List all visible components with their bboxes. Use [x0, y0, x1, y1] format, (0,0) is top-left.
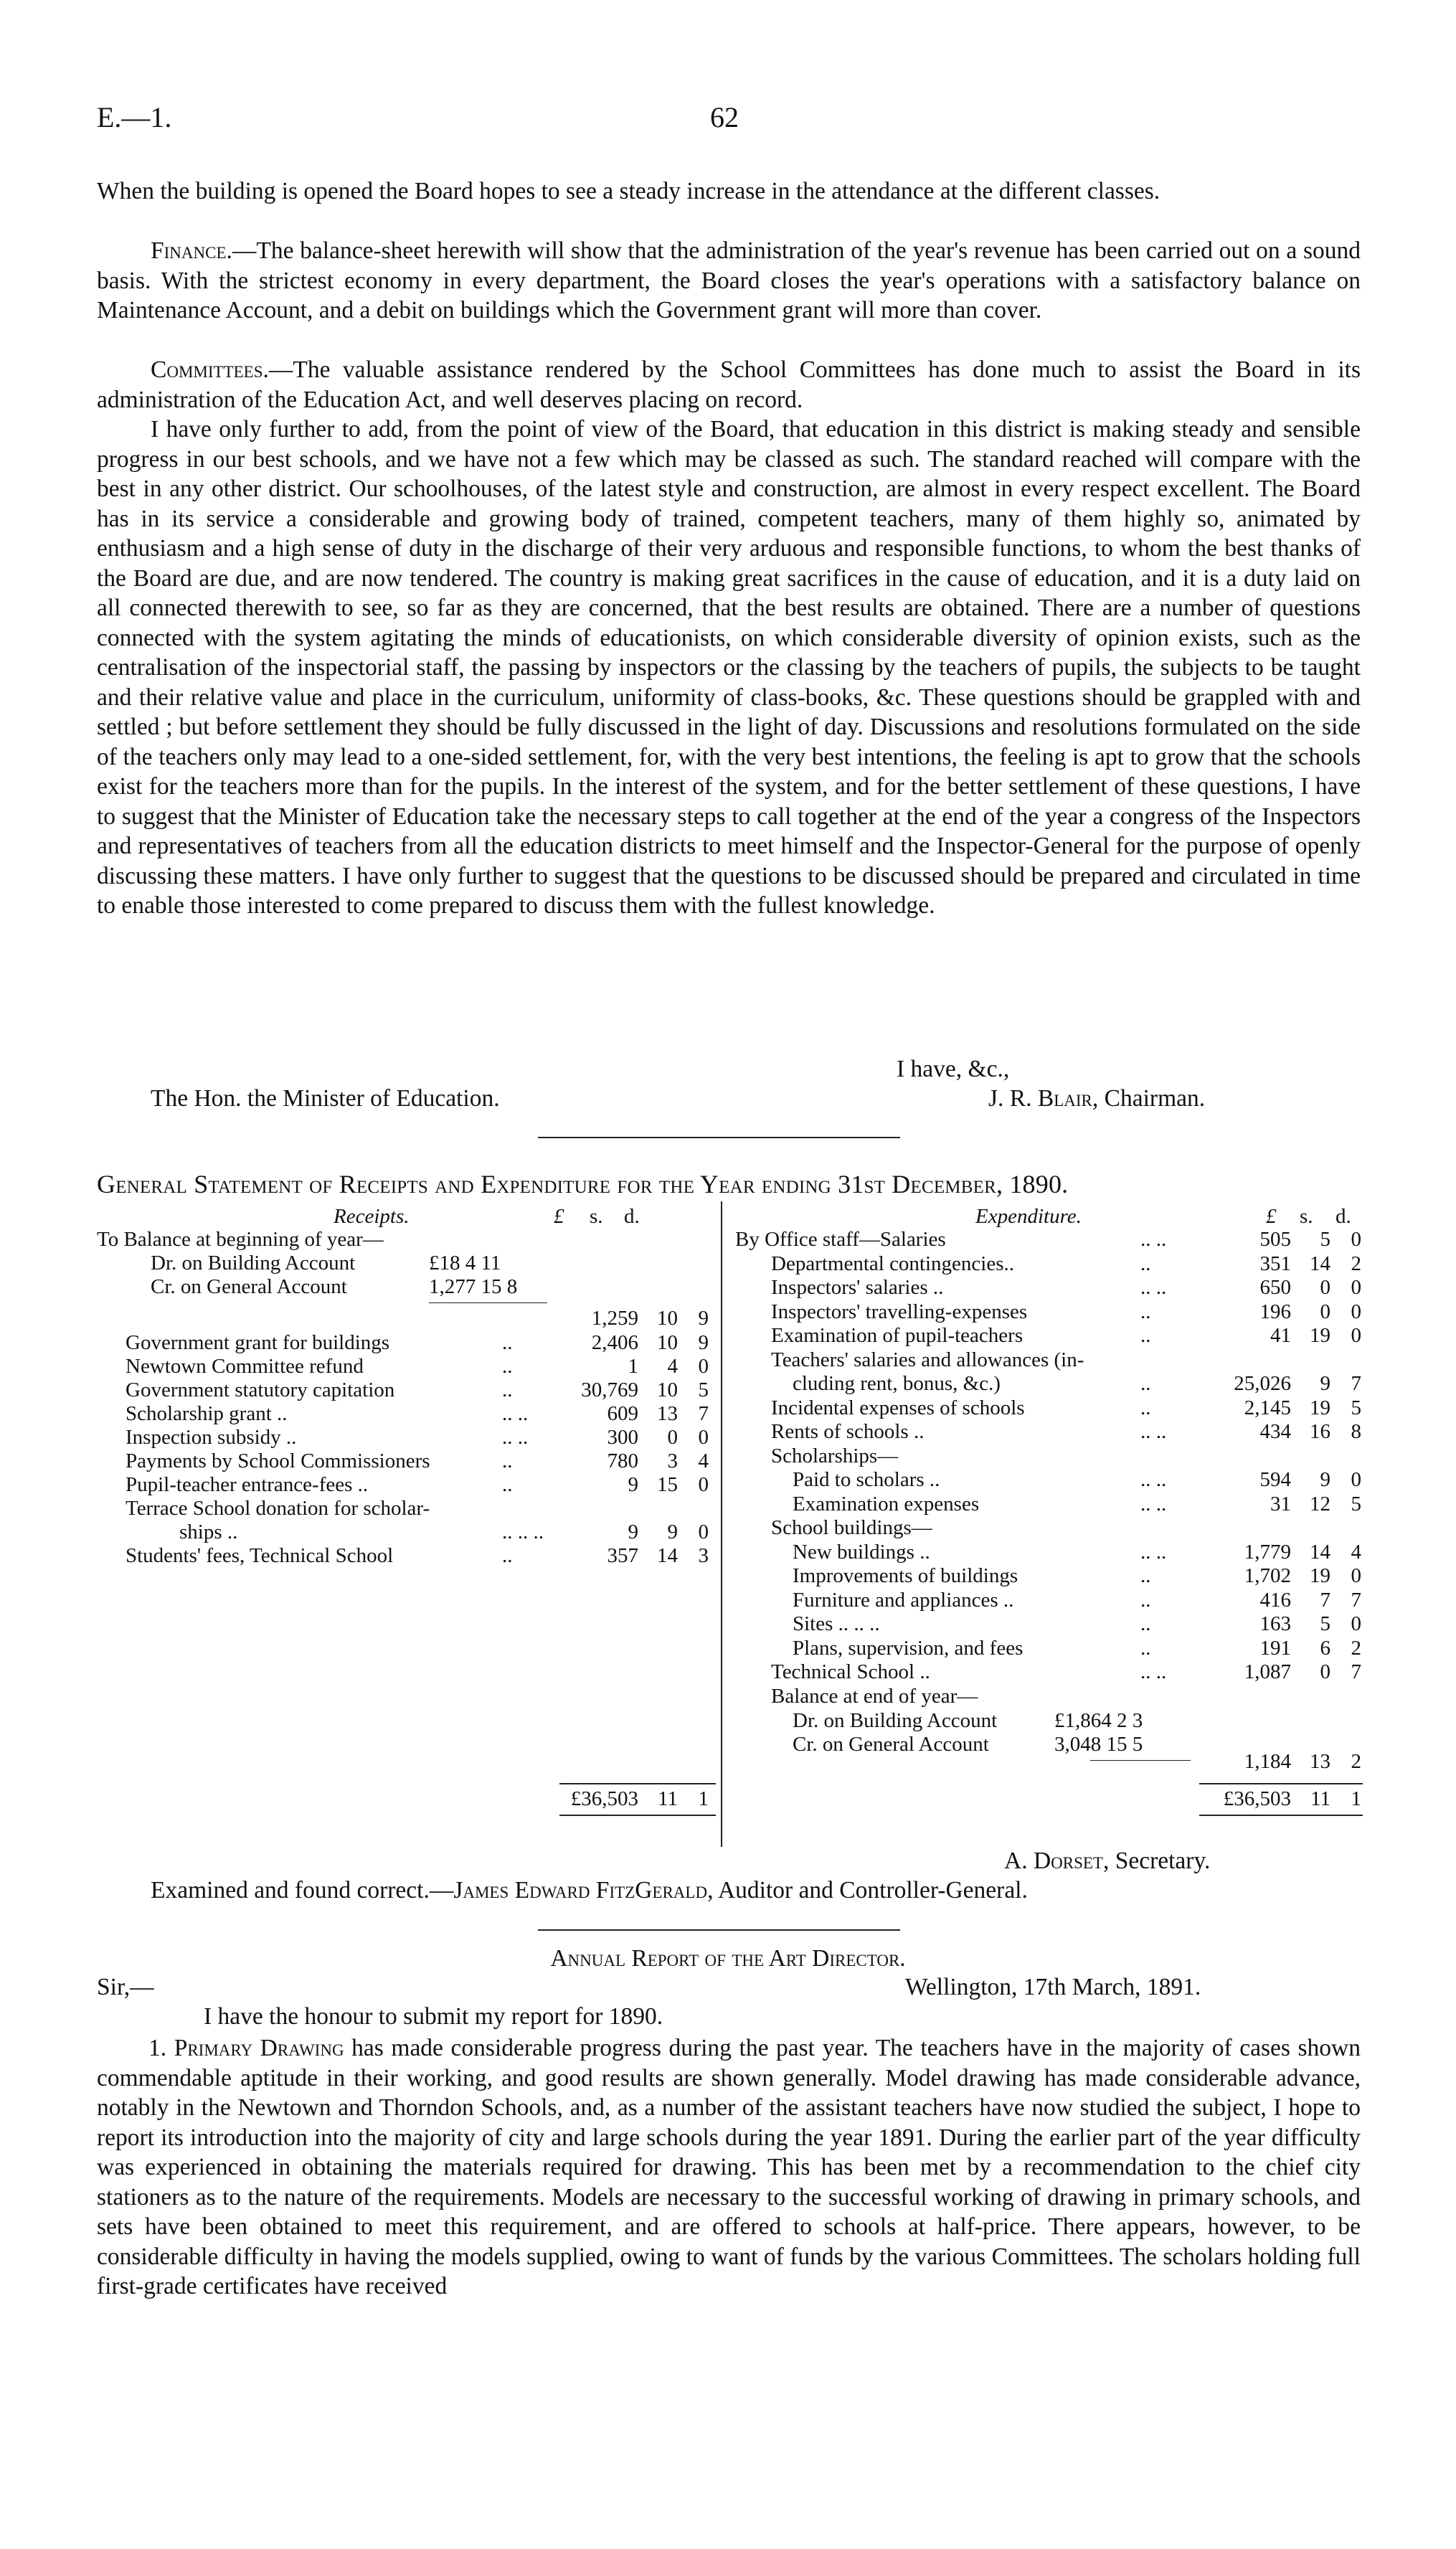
receipt-label: Scholarship grant .. [126, 1402, 288, 1425]
expenditure-label: Scholarships— [771, 1444, 899, 1467]
place-date: Wellington, 17th March, 1891. [905, 1974, 1201, 2000]
expenditure-label: Improvements of buildings [793, 1564, 1018, 1587]
expenditure-label: Incidental expenses of schools [771, 1396, 1025, 1419]
expenditure-pence: 8 [1351, 1420, 1361, 1443]
expenditure-total-shillings: 11 [1310, 1787, 1330, 1810]
expenditure-label: Technical School .. [771, 1660, 930, 1683]
receipt-pence: 0 [698, 1521, 709, 1543]
expenditure-label: Sites .. .. .. [793, 1612, 880, 1635]
expenditure-leader-dots: .. .. [1140, 1468, 1167, 1491]
expenditure-pounds: 1,087 [1244, 1660, 1291, 1683]
receipt-label: ships .. [179, 1521, 238, 1543]
receipts-balance-label: To Balance at beginning of year— [97, 1228, 384, 1251]
expenditure-pence: 0 [1351, 1564, 1361, 1587]
receipts-total-pence: 1 [698, 1787, 709, 1810]
expenditure-label: Furniture and appliances .. [793, 1589, 1014, 1612]
receipt-shillings: 15 [657, 1473, 678, 1496]
receipts-balance-pounds: 1,259 [591, 1307, 638, 1330]
expenditure-label: School buildings— [771, 1516, 932, 1539]
expenditure-shillings: 0 [1320, 1276, 1330, 1299]
paragraph-intro: When the building is opened the Board hopes to see a steady increase in the attendance at the different classes. [97, 178, 1160, 204]
art-paragraph-1 [97, 2033, 1361, 2302]
expenditure-shillings: 0 [1320, 1300, 1330, 1323]
committees-text: —The valuable assistance rendered by the School Committees has done much to assist the Board in its administration of the Education Act, and well deserves placing on record. [97, 356, 1361, 413]
expenditure-dr-label: Dr. on Building Account [793, 1709, 998, 1732]
expenditure-pounds: 650 [1259, 1276, 1291, 1299]
expenditure-leader-dots: .. [1140, 1589, 1151, 1612]
expenditure-pence: 0 [1351, 1324, 1361, 1347]
expenditure-pounds: 41 [1270, 1324, 1291, 1347]
expenditure-leader-dots: .. .. [1140, 1660, 1167, 1683]
document-reference: E.—1. [97, 101, 172, 133]
expenditure-shillings: 19 [1310, 1564, 1330, 1587]
expenditure-shillings: 6 [1320, 1637, 1330, 1660]
expenditure-shillings: 12 [1310, 1493, 1330, 1515]
expenditure-label: Departmental contingencies.. [771, 1252, 1015, 1275]
receipt-shillings: 4 [667, 1355, 678, 1378]
receipt-leader-dots: .. [502, 1331, 513, 1354]
receipt-label: Pupil-teacher entrance-fees .. [126, 1473, 369, 1496]
expenditure-pounds: 434 [1259, 1420, 1291, 1443]
receipt-pence: 0 [698, 1426, 709, 1449]
expenditure-pounds: 191 [1259, 1637, 1291, 1660]
expenditure-total-pence: 1 [1351, 1787, 1361, 1810]
receipt-leader-dots: .. [502, 1544, 513, 1567]
receipt-pounds: 300 [607, 1426, 638, 1449]
receipts-subrule [429, 1302, 547, 1303]
secretary-name: A. Dorset [1004, 1848, 1103, 1874]
receipt-leader-dots: .. [502, 1355, 513, 1378]
receipts-total-underline [559, 1815, 716, 1816]
receipt-pounds: 1 [628, 1355, 638, 1378]
art-report-title: Annual Report of the Art Director. [550, 1945, 906, 1972]
expenditure-pounds: 25,026 [1234, 1372, 1291, 1395]
expenditure-leader-dots: .. .. [1140, 1228, 1167, 1251]
expenditure-pence: 5 [1351, 1396, 1361, 1419]
receipt-pounds: 2,406 [591, 1331, 638, 1354]
signature-secretary [1004, 1848, 1210, 1875]
expenditure-leader-dots: .. [1140, 1300, 1151, 1323]
expenditure-label: Balance at end of year— [771, 1685, 978, 1708]
expenditure-total-underline [1199, 1815, 1363, 1816]
receipt-pence: 9 [698, 1331, 709, 1354]
expenditure-label: cluding rent, bonus, &c.) [793, 1372, 1001, 1395]
receipts-dr-label: Dr. on Building Account [151, 1252, 356, 1274]
receipt-pounds: 780 [607, 1450, 638, 1472]
expenditure-pounds: 416 [1259, 1589, 1291, 1612]
expenditure-label: Teachers' salaries and allowances (in- [771, 1348, 1084, 1371]
auditor-pre: Examined and found correct.— [151, 1877, 454, 1904]
chairman-name: J. R. Blair [988, 1085, 1092, 1112]
expenditure-col-pence: d. [1336, 1205, 1351, 1228]
finance-text: —The balance-sheet herewith will show that the administration of the year's revenue has been carried out on a sound basis. With the strictest economy in every department, the Board closes the year's operations with a satisfactory balance on Maintenance Account, and a debit on buildings which the Government grant will more than cover. [97, 237, 1361, 323]
expenditure-pounds: 1,702 [1244, 1564, 1291, 1587]
receipts-cr-amount: 1,277 15 8 [429, 1275, 518, 1298]
expenditure-shillings: 14 [1310, 1541, 1330, 1564]
receipt-pence: 5 [698, 1378, 709, 1401]
expenditure-shillings: 5 [1320, 1612, 1330, 1635]
auditor-line [151, 1877, 1028, 1904]
expenditure-total-pounds: £36,503 [1223, 1787, 1291, 1810]
expenditure-leader-dots: .. [1140, 1372, 1151, 1395]
expenditure-cr-label: Cr. on General Account [793, 1733, 989, 1756]
expenditure-balance-pounds: 1,184 [1244, 1750, 1291, 1773]
auditor-name: James Edward FitzGerald [453, 1877, 708, 1904]
expenditure-cr-amount: 3,048 15 5 [1054, 1733, 1143, 1756]
expenditure-label: Inspectors' travelling-expenses [771, 1300, 1028, 1323]
receipt-shillings: 0 [667, 1426, 678, 1449]
receipt-pounds: 30,769 [581, 1378, 638, 1401]
expenditure-leader-dots: .. .. [1140, 1420, 1167, 1443]
expenditure-shillings: 5 [1320, 1228, 1330, 1251]
expenditure-pence: 5 [1351, 1493, 1361, 1515]
receipt-leader-dots: .. .. [502, 1426, 529, 1449]
expenditure-pounds: 196 [1259, 1300, 1291, 1323]
receipt-label: Inspection subsidy .. [126, 1426, 297, 1449]
paragraph-main: I have only further to add, from the point of view of the Board, that education in this district is making steady and sensible progress in our best schools, and we have not a few which may be classed as such. The standard reached will compare with the best in any other district. Our schoolhouses, of the latest style and construction, are almost in every respect excellent. The Board has in its service a considerable and growing body of trained, competent teachers, many of them highly so, animated by enthusiasm and a high sense of duty in the discharge of their very arduous and responsible functions, to whom the best thanks of the Board are due, and are now tendered. The country is making great sacrifices in the cause of education, and it is a duty laid on all connected therewith to see, so far as they are concerned, that the best results are obtained. There are a number of questions connected with the system agitating the minds of educationists, on which considerable diversity of opinion exists, such as the centralisation of the inspectorial staff, the passing by inspectors or the classing by the teachers of pupils, the subjects to be taught and their relative value and place in the curriculum, uniformity of class-books, &c. These questions should be grappled with and settled ; but before settlement they should be fully discussed in the light of day. Discussions and resolutions formulated on the side of the teachers only may lead to a one-sided settlement, for, with the very best intentions, the feeling is apt to grow that the schools exist for the teachers more than for the pupils. In the interest of the system, and for the better settlement of these questions, I have to suggest that the Minister of Education take the necessary steps to call together at the end of the year a congress of the Inspectors and representatives of teachers from all the education districts to meet himself and the Inspector-General for the purpose of openly discussing these matters. I have only further to suggest that the questions to be discussed should be prepared and circulated in time to enable those interested to come prepared to discuss them with the fullest knowledge. [97, 416, 1361, 919]
expenditure-subrule [1090, 1760, 1191, 1761]
expenditure-heading: Expenditure. [975, 1205, 1082, 1228]
receipt-leader-dots: .. .. [502, 1402, 529, 1425]
expenditure-pence: 0 [1351, 1228, 1361, 1251]
expenditure-label: By Office staff—Salaries [735, 1228, 946, 1251]
receipts-col-shillings: s. [590, 1205, 603, 1228]
expenditure-label: Examination of pupil-teachers [771, 1324, 1024, 1347]
expenditure-pence: 7 [1351, 1589, 1361, 1612]
receipt-label: Payments by School Commissioners [126, 1450, 430, 1472]
expenditure-leader-dots: .. .. [1140, 1541, 1167, 1564]
expenditure-shillings: 14 [1310, 1252, 1330, 1275]
expenditure-label: Inspectors' salaries .. [771, 1276, 944, 1299]
expenditure-label: Rents of schools .. [771, 1420, 925, 1443]
receipt-pounds: 9 [628, 1473, 638, 1496]
expenditure-shillings: 19 [1310, 1396, 1330, 1419]
expenditure-balance-pence: 2 [1351, 1750, 1361, 1773]
receipt-pence: 0 [698, 1473, 709, 1496]
divider-2 [538, 1929, 900, 1931]
statement-title: General Statement of Receipts and Expenditure for the Year ending 31st December, 1890. [97, 1170, 1069, 1198]
expenditure-pence: 0 [1351, 1468, 1361, 1491]
receipt-pounds: 357 [607, 1544, 638, 1567]
expenditure-col-shillings: s. [1300, 1205, 1313, 1228]
receipt-pence: 7 [698, 1402, 709, 1425]
receipts-total-shillings: 11 [658, 1787, 678, 1810]
receipts-heading: Receipts. [334, 1205, 410, 1228]
receipts-cr-label: Cr. on General Account [151, 1275, 347, 1298]
primary-drawing-text: has made considerable progress during the past year. The teachers have in the majority of cases shown commendable aptitude in their working, and good results are shown generally. Model drawing has made considerable advance, notably in the Newtown and Thorndon Schools, and, as a number of the assistant teachers have now studied the subject, I hope to report its introduction into the majority of city and large schools during the year 1891. During the earlier part of the year difficulty was experienced in obtaining the materials required for drawing. This has been met by a recommendation to the chief city stationers as to the nature of the requirements. Models are necessary to the successful working of drawing in primary schools, and sets have been obtained to meet this requirement, and are offered to schools at half-price. There appears, however, to be considerable difficulty in having the models supplied, owing to want of funds by the various Committees. The scholars holding full first-grade certificates have received [97, 2035, 1361, 2299]
receipt-label: Newtown Committee refund [126, 1355, 364, 1378]
expenditure-pence: 7 [1351, 1660, 1361, 1683]
addressee: The Hon. the Minister of Education. [151, 1085, 500, 1112]
expenditure-pounds: 505 [1259, 1228, 1291, 1251]
expenditure-label: Plans, supervision, and fees [793, 1637, 1024, 1660]
expenditure-pounds: 594 [1259, 1468, 1291, 1491]
expenditure-shillings: 19 [1310, 1324, 1330, 1347]
receipt-leader-dots: .. .. .. [502, 1521, 544, 1543]
table-divider [721, 1201, 722, 1847]
expenditure-col-pounds: £ [1266, 1205, 1277, 1228]
receipt-shillings: 14 [657, 1544, 678, 1567]
receipts-total-pounds: £36,503 [570, 1787, 638, 1810]
expenditure-leader-dots: .. [1140, 1612, 1151, 1635]
receipt-leader-dots: .. [502, 1473, 513, 1496]
receipt-leader-dots: .. [502, 1450, 513, 1472]
finance-heading: Finance. [151, 237, 232, 264]
receipts-col-pence: d. [624, 1205, 640, 1228]
expenditure-shillings: 9 [1320, 1372, 1330, 1395]
page-number: 62 [710, 101, 739, 133]
expenditure-shillings: 9 [1320, 1468, 1330, 1491]
expenditure-pence: 0 [1351, 1612, 1361, 1635]
receipt-leader-dots: .. [502, 1378, 513, 1401]
expenditure-pence: 0 [1351, 1300, 1361, 1323]
expenditure-leader-dots: .. .. [1140, 1276, 1167, 1299]
receipt-label: Students' fees, Technical School [126, 1544, 394, 1567]
closing: I have, &c., [897, 1056, 1010, 1082]
receipts-dr-amount: £18 4 11 [429, 1252, 501, 1274]
receipt-shillings: 9 [667, 1521, 678, 1543]
art-intro: I have the honour to submit my report for 1890. [204, 2003, 663, 2030]
receipt-label: Government statutory capitation [126, 1378, 395, 1401]
expenditure-pence: 4 [1351, 1541, 1361, 1564]
receipt-shillings: 13 [657, 1402, 678, 1425]
receipt-pence: 0 [698, 1355, 709, 1378]
expenditure-leader-dots: .. .. [1140, 1493, 1167, 1515]
expenditure-pence: 2 [1351, 1252, 1361, 1275]
receipt-shillings: 10 [657, 1378, 678, 1401]
receipt-shillings: 10 [657, 1331, 678, 1354]
receipts-total-rule [559, 1783, 716, 1784]
receipt-pence: 3 [698, 1544, 709, 1567]
secretary-title: , Secretary. [1102, 1848, 1211, 1874]
salutation: Sir,— [97, 1974, 154, 2000]
receipt-pounds: 609 [607, 1402, 638, 1425]
expenditure-label: New buildings .. [793, 1541, 930, 1564]
expenditure-dr-amount: £1,864 2 3 [1054, 1709, 1143, 1732]
expenditure-pence: 7 [1351, 1372, 1361, 1395]
receipt-pence: 4 [698, 1450, 709, 1472]
expenditure-pounds: 2,145 [1244, 1396, 1291, 1419]
expenditure-leader-dots: .. [1140, 1252, 1151, 1275]
receipts-col-pounds: £ [554, 1205, 564, 1228]
expenditure-label: Examination expenses [793, 1493, 980, 1515]
expenditure-pence: 0 [1351, 1276, 1361, 1299]
expenditure-leader-dots: .. [1140, 1637, 1151, 1660]
expenditure-shillings: 16 [1310, 1420, 1330, 1443]
chairman-title: , Chairman. [1092, 1085, 1206, 1112]
committees-heading: Committees. [151, 356, 269, 383]
expenditure-total-rule [1199, 1783, 1363, 1784]
expenditure-label: Paid to scholars .. [793, 1468, 940, 1491]
expenditure-leader-dots: .. [1140, 1396, 1151, 1419]
receipts-balance-shillings: 10 [657, 1307, 678, 1330]
auditor-post: , Auditor and Controller-General. [707, 1877, 1028, 1904]
receipt-label: Terrace School donation for scholar- [126, 1497, 430, 1520]
receipts-balance-pence: 9 [698, 1307, 709, 1330]
expenditure-pounds: 351 [1259, 1252, 1291, 1275]
expenditure-shillings: 0 [1320, 1660, 1330, 1683]
expenditure-pounds: 1,779 [1244, 1541, 1291, 1564]
primary-drawing-heading: 1. Primary Drawing [148, 2035, 344, 2061]
expenditure-pence: 2 [1351, 1637, 1361, 1660]
receipt-pounds: 9 [628, 1521, 638, 1543]
receipt-shillings: 3 [667, 1450, 678, 1472]
receipt-label: Government grant for buildings [126, 1331, 390, 1354]
expenditure-balance-shillings: 13 [1310, 1750, 1330, 1773]
expenditure-pounds: 163 [1259, 1612, 1291, 1635]
expenditure-shillings: 7 [1320, 1589, 1330, 1612]
expenditure-pounds: 31 [1270, 1493, 1291, 1515]
expenditure-leader-dots: .. [1140, 1324, 1151, 1347]
expenditure-leader-dots: .. [1140, 1564, 1151, 1587]
